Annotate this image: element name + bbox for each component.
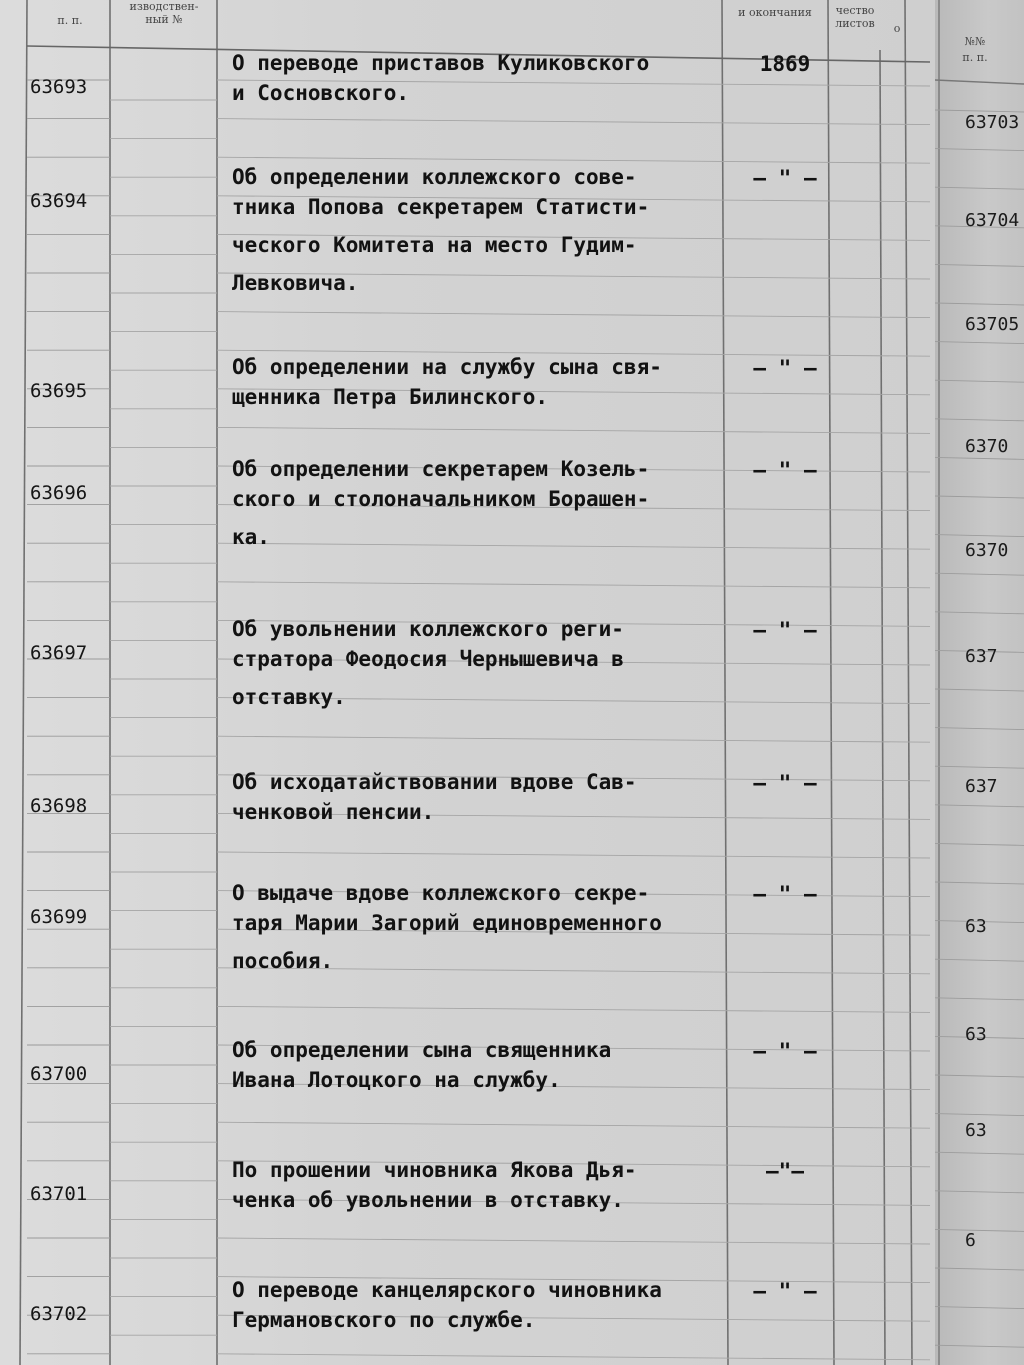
right-entry-number: 63 bbox=[965, 1024, 987, 1045]
entry-date: – " – bbox=[753, 882, 817, 906]
entry-date: – " – bbox=[753, 356, 817, 380]
entry-description-line: пособия. bbox=[232, 949, 334, 973]
entry-description-line: тника Попова секретарем Статисти- bbox=[232, 195, 650, 219]
entry-date: – " – bbox=[753, 1279, 817, 1303]
entry-description-line: ского и столоначальником Борашен- bbox=[232, 487, 650, 511]
right-entry-number: 637 bbox=[965, 646, 998, 667]
entry-description bbox=[232, 162, 752, 306]
entry-date: – " – bbox=[753, 618, 817, 642]
right-entry-number: 637 bbox=[965, 776, 998, 797]
entry-description bbox=[232, 352, 752, 420]
header-col-prod: изводствен- ный № bbox=[129, 0, 199, 26]
entry-description bbox=[232, 454, 752, 560]
entry-number: 63694 bbox=[30, 190, 88, 212]
entry-description-line: О выдаче вдове коллежского секре- bbox=[232, 881, 650, 905]
entry-description bbox=[232, 48, 752, 116]
entry-date: 1869 bbox=[759, 52, 811, 76]
header-col-num: п. п. bbox=[57, 14, 83, 27]
entry-description-line: отставку. bbox=[232, 685, 346, 709]
entry-description-line: ка. bbox=[232, 525, 270, 549]
entry-date: – " – bbox=[753, 771, 817, 795]
entry-number: 63693 bbox=[30, 76, 88, 98]
entry-description-line: Об определении секретарем Козель- bbox=[232, 457, 650, 481]
entry-description bbox=[232, 1275, 752, 1343]
right-header-col-num: №№ п. п. bbox=[962, 35, 988, 64]
right-entry-number: 63 bbox=[965, 916, 987, 937]
entry-number: 63696 bbox=[30, 482, 88, 504]
entry-description-line: Об исходатайствовании вдове Сав- bbox=[232, 770, 637, 794]
entry-description-line: Об увольнении коллежского реги- bbox=[232, 617, 624, 641]
right-entry-number: 63 bbox=[965, 1120, 987, 1141]
entry-number: 63701 bbox=[30, 1183, 88, 1205]
entry-description-line: О переводе приставов Куликовского bbox=[232, 51, 650, 75]
entry-description-line: Германовского по службе. bbox=[232, 1308, 536, 1332]
entry-number: 63702 bbox=[30, 1303, 88, 1325]
entry-date: – " – bbox=[753, 458, 817, 482]
entry-description-line: таря Марии Загорий единовременного bbox=[232, 911, 662, 935]
entry-number: 63698 bbox=[30, 795, 88, 817]
ledger-page-right bbox=[935, 0, 1024, 1365]
entry-description-line: щенника Петра Билинского. bbox=[232, 385, 549, 409]
entry-description-line: По прошении чиновника Якова Дья- bbox=[232, 1158, 637, 1182]
header-col-sheets: чество листов bbox=[835, 4, 875, 30]
entry-description bbox=[232, 614, 752, 720]
right-entry-number: 6 bbox=[965, 1230, 976, 1251]
entry-number: 63699 bbox=[30, 906, 88, 928]
entry-description-line: ченковой пенсии. bbox=[232, 800, 435, 824]
entry-date: – " – bbox=[753, 1039, 817, 1063]
entry-date: –"– bbox=[766, 1159, 804, 1183]
entry-description-line: ческого Комитета на место Гудим- bbox=[232, 233, 637, 257]
entry-description-line: Об определении сына священника bbox=[232, 1038, 612, 1062]
right-entry-number: 63704 bbox=[965, 210, 1020, 231]
entry-number: 63695 bbox=[30, 380, 88, 402]
entry-description-line: Об определении на службу сына свя- bbox=[232, 355, 662, 379]
entry-description-line: ченка об увольнении в отставку. bbox=[232, 1188, 624, 1212]
right-entry-number: 6370 bbox=[965, 436, 1009, 457]
entry-description bbox=[232, 878, 752, 984]
entry-description bbox=[232, 1035, 752, 1103]
entry-date: – " – bbox=[753, 166, 817, 190]
entry-number: 63700 bbox=[30, 1063, 88, 1085]
entry-description-line: Об определении коллежского сове- bbox=[232, 165, 637, 189]
entry-description-line: стратора Феодосия Чернышевича в bbox=[232, 647, 624, 671]
entry-description-line: и Сосновского. bbox=[232, 81, 410, 105]
ledger-ruling-right bbox=[935, 0, 1024, 1365]
right-entry-number: 63703 bbox=[965, 112, 1020, 133]
right-entry-number: 6370 bbox=[965, 540, 1009, 561]
entry-description bbox=[232, 767, 752, 835]
header-col-extra: о bbox=[893, 22, 901, 35]
entry-description-line: О переводе канцелярского чиновника bbox=[232, 1278, 662, 1302]
entry-description-line: Левковича. bbox=[232, 271, 359, 295]
right-entry-number: 63705 bbox=[965, 314, 1020, 335]
entry-description-line: Ивана Лотоцкого на службу. bbox=[232, 1068, 561, 1092]
entry-description bbox=[232, 1155, 752, 1223]
entry-number: 63697 bbox=[30, 642, 88, 664]
header-col-dates: и окончания bbox=[738, 6, 812, 19]
